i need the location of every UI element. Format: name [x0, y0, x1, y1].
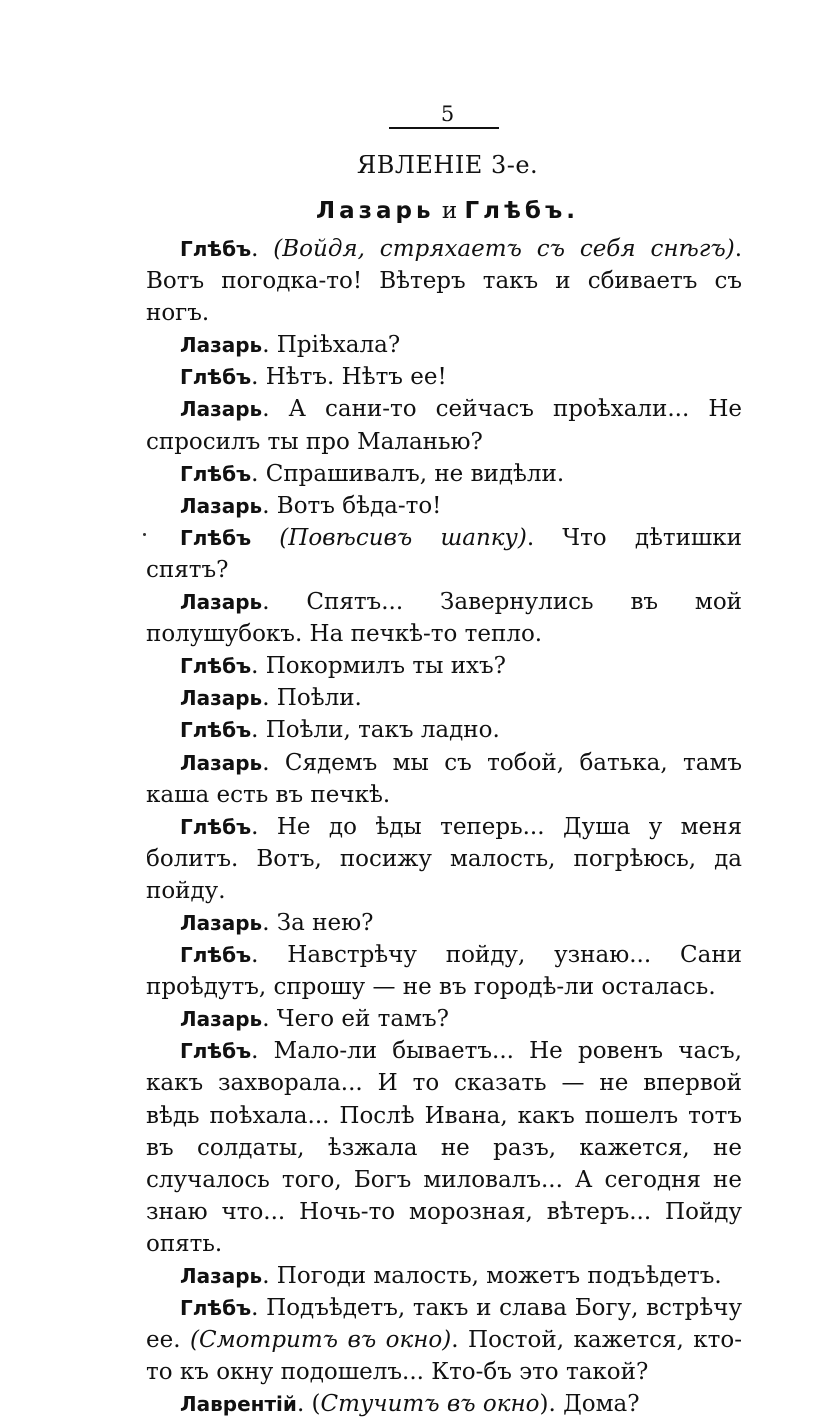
page-number: 5	[440, 102, 455, 126]
spoken-text: . Пріѣхала?	[262, 332, 401, 359]
speaker-name: Лазарь	[180, 750, 263, 775]
spoken-text: . Нѣтъ. Нѣтъ ее!	[251, 364, 447, 391]
speaker-name: Лазарь	[180, 493, 263, 518]
stage-direction: Стучитъ въ окно	[320, 1391, 540, 1418]
dialogue-line	[146, 522, 742, 586]
speaker-name: Глѣбъ	[180, 1039, 252, 1064]
speaker-name: Глѣбъ	[180, 461, 252, 486]
dialogue-line	[146, 1388, 742, 1420]
spoken-text: . Чего ей тамъ?	[262, 1006, 449, 1033]
speaker-name: Лазарь	[180, 1264, 263, 1288]
stage-direction: (Войдя, стряхаетъ съ себя снѣгъ)	[273, 236, 735, 262]
spoken-text: . Вотъ погодка-то! Вѣтеръ такъ и сбиваетъ съ ногъ.	[146, 236, 743, 327]
dialogue-line	[146, 233, 742, 329]
characters-conjunction: и	[441, 198, 458, 224]
speaker-name: Глѣбъ	[180, 525, 252, 550]
spoken-text: . Подъѣдетъ, такъ и слава Богу, встрѣчу ее.	[146, 1295, 742, 1354]
spoken-text: . Что дѣтишки спятъ?	[146, 524, 742, 583]
speaker-name: Лазарь	[180, 397, 263, 422]
spoken-text: . Спрашивалъ, не видѣли.	[251, 460, 565, 487]
spoken-text: . Не до ѣды теперь... Душа у меня болитъ. Вотъ, посижу малость, погрѣюсь, да пойду.	[146, 813, 742, 904]
speaker-name: Глѣбъ	[180, 814, 252, 839]
scene-title: ЯВЛЕНІЕ 3-е.	[356, 151, 539, 179]
dialogue-line	[146, 747, 742, 811]
spoken-text: . Вотъ бѣда-то!	[262, 492, 442, 519]
spoken-text: . Покормилъ ты ихъ?	[251, 653, 506, 680]
characters-heading	[0, 195, 840, 227]
spoken-text: . Навстрѣчу пойду, узнаю... Сани проѣдутъ, спрошу — не въ городѣ-ли осталась.	[146, 942, 742, 1001]
spoken-text: . (	[296, 1391, 321, 1418]
speaker-name: Лазарь	[180, 333, 263, 358]
spoken-text: . А сани-то сейчасъ проѣхали... Не спросилъ ты про Маланью?	[146, 396, 742, 455]
dialogue-line	[146, 907, 742, 939]
dialogue-line	[146, 811, 742, 907]
page-number-rule	[389, 127, 499, 129]
dialogue-line	[146, 1035, 742, 1260]
character-name-gleb: Глѣбъ.	[464, 198, 579, 224]
spoken-text: . Погоди малость, можетъ подъѣдетъ.	[262, 1263, 722, 1289]
speaker-name: Лазарь	[180, 590, 263, 615]
spoken-text: . Мало-ли бываетъ... Не ровенъ часъ, какъ захворала... И то сказать — не впервой вѣдь поѣхала... Послѣ Ивана, какъ пошелъ тотъ въ солдаты, ѣзжала не разъ, кажется, не случалось того, Богъ миловалъ... А сегодня не знаю что... Ночь-то морозная, вѣтеръ... Пойду опять.	[146, 1038, 742, 1257]
dialogue-line	[146, 1003, 742, 1035]
spoken-text: . Спятъ... Завернулись въ мой полушубокъ. На печкѣ-то тепло.	[146, 589, 742, 648]
speaker-name: Глѣбъ	[180, 1296, 252, 1321]
spoken-text: ). Дома?	[539, 1391, 640, 1418]
speaker-name: Лазарь	[180, 910, 263, 935]
speaker-name: Глѣбъ	[180, 718, 252, 743]
speaker-name: Глѣбъ	[180, 943, 252, 968]
speaker-name: Глѣбъ	[180, 365, 252, 390]
dialogue-line	[146, 586, 742, 650]
dialogue-line	[146, 650, 742, 682]
speaker-name: Лазарь	[180, 686, 263, 711]
spoken-text	[251, 525, 279, 551]
dialogue-line	[146, 682, 742, 714]
speaker-name: Глѣбъ	[180, 237, 252, 261]
dialogue-line	[146, 1292, 742, 1388]
dialogue-line	[146, 1260, 742, 1292]
speaker-name: Лазарь	[180, 1007, 263, 1032]
dialogue-line	[146, 361, 742, 393]
spoken-text: . Постой, кажется, кто-то къ окну подошелъ... Кто-бъ это такой?	[146, 1327, 742, 1386]
stage-direction: (Повѣсивъ шапку)	[279, 524, 527, 551]
spoken-text: . Поѣли.	[262, 685, 362, 712]
dialogue-line	[146, 393, 742, 457]
dialogue-line	[146, 329, 742, 361]
dialogue-line	[146, 490, 742, 522]
spoken-text: . Сядемъ мы съ тобой, батька, тамъ каша есть въ печкѣ.	[146, 749, 742, 808]
dialogue-line	[146, 939, 742, 1003]
stage-direction: (Смотритъ въ окно)	[190, 1327, 452, 1354]
character-name-lazar: Лазарь	[316, 198, 435, 224]
speaker-name: Глѣбъ	[180, 654, 252, 679]
dialogue-line	[146, 458, 742, 490]
spoken-text: . Поѣли, такъ ладно.	[251, 717, 500, 744]
spoken-text: . За нею?	[262, 909, 374, 936]
dialogue-body	[146, 233, 742, 1420]
dialogue-line	[146, 714, 742, 746]
speaker-name: Лаврентій	[180, 1392, 297, 1417]
spoken-text: .	[251, 236, 274, 262]
